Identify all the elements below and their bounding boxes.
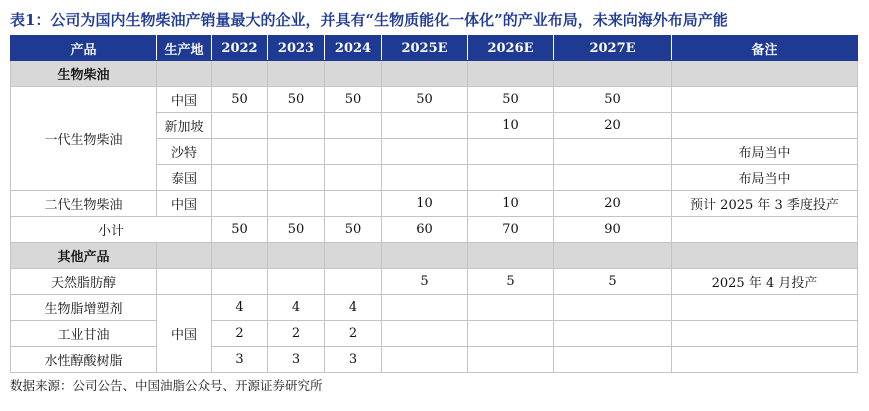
product-label: 水性醇酸树脂 xyxy=(11,347,157,373)
value-cell: 50 xyxy=(325,217,382,243)
note-cell xyxy=(672,113,858,139)
note-cell xyxy=(672,217,858,243)
value-cell: 2 xyxy=(268,321,325,347)
value-cell: 50 xyxy=(325,87,382,113)
value-cell: 10 xyxy=(468,113,554,139)
header-2022: 2022 xyxy=(212,36,268,61)
section-label: 生物柴油 xyxy=(11,61,157,87)
table-row xyxy=(11,321,858,347)
header-2026e: 2026E xyxy=(468,36,554,61)
header-location: 生产地 xyxy=(157,36,212,61)
capacity-table xyxy=(10,35,858,373)
header-2023: 2023 xyxy=(268,36,325,61)
table-row xyxy=(11,269,858,295)
value-cell: 70 xyxy=(468,217,554,243)
table-row xyxy=(11,295,858,321)
value-cell: 10 xyxy=(382,191,468,217)
value-cell: 50 xyxy=(268,217,325,243)
value-cell: 2 xyxy=(212,321,268,347)
value-cell: 3 xyxy=(268,347,325,373)
value-cell: 90 xyxy=(554,217,672,243)
product-label: 二代生物柴油 xyxy=(11,191,157,217)
product-label: 天然脂肪醇 xyxy=(11,269,157,295)
value-cell: 20 xyxy=(554,191,672,217)
location-cell: 中国 xyxy=(157,295,212,373)
value-cell: 60 xyxy=(382,217,468,243)
subtotal-row xyxy=(11,217,858,243)
note-cell: 布局当中 xyxy=(672,139,858,165)
value-cell: 5 xyxy=(468,269,554,295)
product-label: 生物脂增塑剂 xyxy=(11,295,157,321)
header-row xyxy=(11,36,858,61)
table-title: 表1：公司为国内生物柴油产销量最大的企业，并具有“生物质能化一体化”的产业布局，未来向海外布局产能 xyxy=(10,11,728,29)
note-cell: 布局当中 xyxy=(672,165,858,191)
location-cell: 中国 xyxy=(157,191,212,217)
table-row xyxy=(11,191,858,217)
value-cell: 2 xyxy=(325,321,382,347)
note-cell xyxy=(672,321,858,347)
section-row-biodiesel xyxy=(11,61,858,87)
note-cell: 预计 2025 年 3 季度投产 xyxy=(672,191,858,217)
value-cell: 50 xyxy=(382,87,468,113)
header-2027e: 2027E xyxy=(554,36,672,61)
table-row xyxy=(11,87,858,113)
header-2025e: 2025E xyxy=(382,36,468,61)
value-cell: 5 xyxy=(554,269,672,295)
table-row xyxy=(11,347,858,373)
source-note: 数据来源：公司公告、中国油脂公众号、开源证券研究所 xyxy=(10,378,323,393)
section-row-other xyxy=(11,243,858,269)
product-label: 一代生物柴油 xyxy=(11,87,157,191)
location-cell: 沙特 xyxy=(157,139,212,165)
value-cell: 50 xyxy=(212,87,268,113)
location-cell: 中国 xyxy=(157,87,212,113)
value-cell: 50 xyxy=(468,87,554,113)
value-cell: 4 xyxy=(212,295,268,321)
note-cell xyxy=(672,295,858,321)
value-cell: 4 xyxy=(325,295,382,321)
value-cell: 50 xyxy=(554,87,672,113)
product-label: 工业甘油 xyxy=(11,321,157,347)
subtotal-label: 小计 xyxy=(11,217,212,243)
header-product: 产品 xyxy=(11,36,157,61)
note-cell: 2025 年 4 月投产 xyxy=(672,269,858,295)
value-cell: 4 xyxy=(268,295,325,321)
header-2024: 2024 xyxy=(325,36,382,61)
value-cell: 10 xyxy=(468,191,554,217)
location-cell: 泰国 xyxy=(157,165,212,191)
value-cell: 3 xyxy=(325,347,382,373)
header-note: 备注 xyxy=(672,36,858,61)
note-cell xyxy=(672,87,858,113)
value-cell: 50 xyxy=(268,87,325,113)
value-cell: 5 xyxy=(382,269,468,295)
value-cell: 50 xyxy=(212,217,268,243)
value-cell: 20 xyxy=(554,113,672,139)
value-cell: 3 xyxy=(212,347,268,373)
location-cell: 新加坡 xyxy=(157,113,212,139)
note-cell xyxy=(672,347,858,373)
section-label: 其他产品 xyxy=(11,243,157,269)
